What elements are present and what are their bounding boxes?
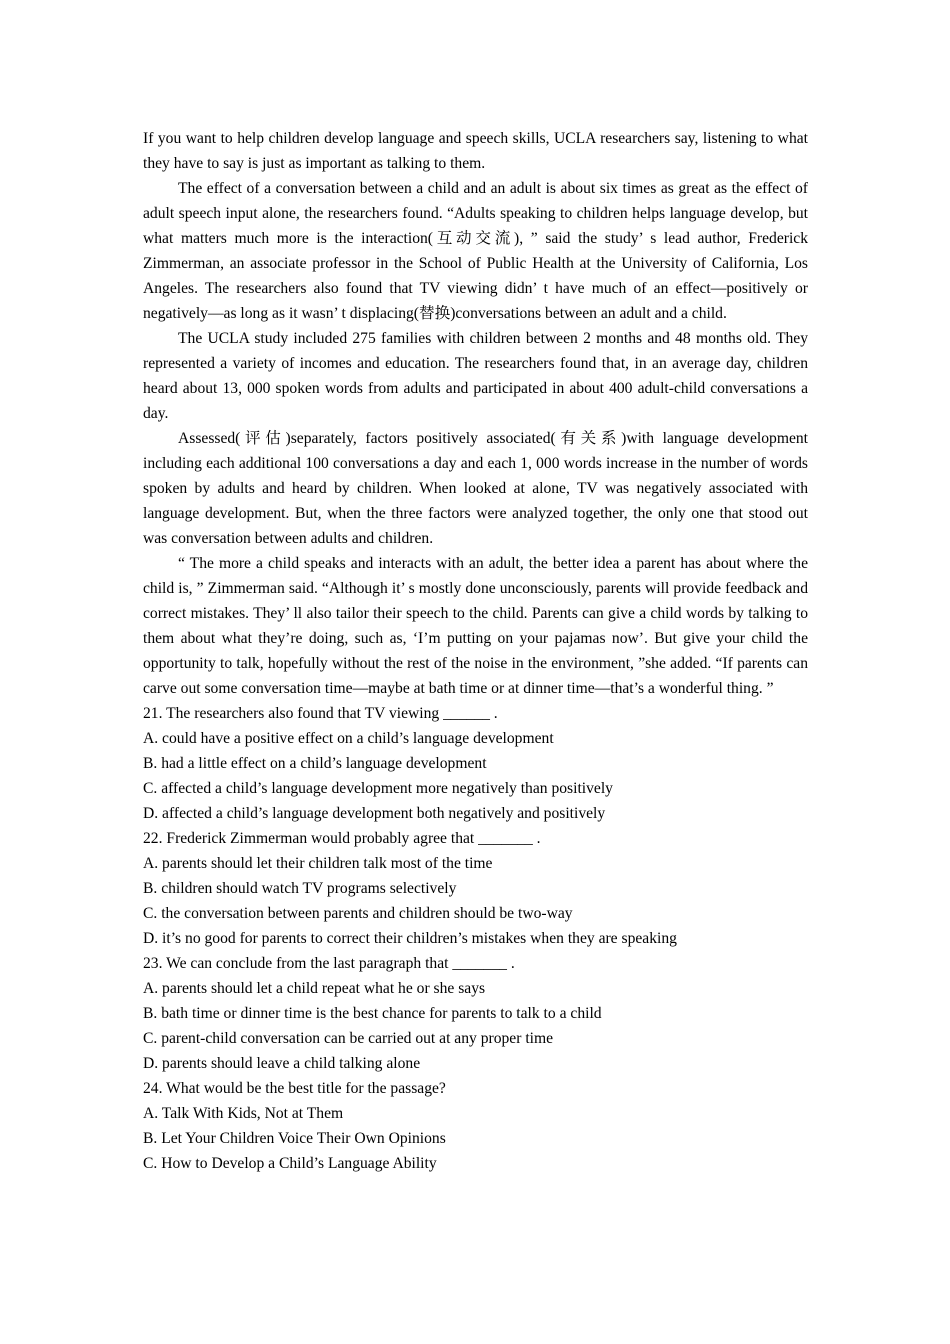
question-22-option-c[interactable]: C. the conversation between parents and children should be two-way: [143, 905, 573, 922]
passage-paragraph-3: The UCLA study included 275 families with children between 2 months and 48 months old. They represented a variety of incomes and education. The researchers found that, in an average day, children heard about 13, 000 spoken words from adults and participated in about 400 adult-child conversations a day.: [143, 330, 808, 422]
question-23-option-d[interactable]: D. parents should leave a child talking alone: [143, 1055, 421, 1072]
question-24-option-b[interactable]: B. Let Your Children Voice Their Own Opinions: [143, 1130, 446, 1147]
passage-paragraph-2: The effect of a conversation between a child and an adult is about six times as great as the effect of adult speech input alone, the researchers found. “Adults speaking to children helps language develop, but what matters much more is the interaction(互动交流), ” said the study’ s lead author, Frederick Zimmerman, an associate professor in the School of Public Health at the University of California, Los Angeles. The researchers also found that TV viewing didn’ t have much of an effect—positively or negatively—as long as it wasn’ t displacing(替换)conversations between an adult and a child.: [143, 180, 808, 322]
question-23-option-c[interactable]: C. parent-child conversation can be carried out at any proper time: [143, 1030, 554, 1047]
question-22-option-a[interactable]: A. parents should let their children talk most of the time: [143, 855, 493, 872]
question-23-option-b[interactable]: B. bath time or dinner time is the best chance for parents to talk to a child: [143, 1005, 602, 1022]
question-24-option-a[interactable]: A. Talk With Kids, Not at Them: [143, 1105, 344, 1122]
question-23-option-a[interactable]: A. parents should let a child repeat what he or she says: [143, 980, 486, 997]
question-21-stem: 21. The researchers also found that TV viewing ______ .: [143, 705, 498, 722]
passage-paragraph-4: Assessed(评估)separately, factors positively associated(有关系)with language development including each additional 100 conversations a day and each 1, 000 words increase in the number of words spoken by adults and heard by children. When looked at alone, TV was negatively associated with language development. But, when the three factors were analyzed together, the only one that stood out was conversation between adults and children.: [143, 430, 808, 547]
question-22-stem: 22. Frederick Zimmerman would probably agree that _______ .: [143, 830, 541, 847]
question-22-option-d[interactable]: D. it’s no good for parents to correct their children’s mistakes when they are speaking: [143, 930, 677, 947]
question-24-stem: 24. What would be the best title for the passage?: [143, 1080, 446, 1097]
question-24-option-c[interactable]: C. How to Develop a Child’s Language Ability: [143, 1155, 437, 1172]
question-21-option-b[interactable]: B. had a little effect on a child’s language development: [143, 755, 487, 772]
question-21-option-d[interactable]: D. affected a child’s language development both negatively and positively: [143, 805, 606, 822]
question-21-option-c[interactable]: C. affected a child’s language development more negatively than positively: [143, 780, 613, 797]
question-22-option-b[interactable]: B. children should watch TV programs selectively: [143, 880, 457, 897]
passage-paragraph-5: “ The more a child speaks and interacts with an adult, the better idea a parent has about where the child is, ” Zimmerman said. “Although it’ s mostly done unconsciously, parents will provide feedback and correct mistakes. They’ ll also tailor their speech to the child. Parents can give a child words by talking to them about what they’re doing, such as, ‘I’m putting on your pajamas now’. But give your child the opportunity to talk, hopefully without the rest of the noise in the environment, ”she added. “If parents can carve out some conversation time—maybe at bath time or at dinner time—that’s a wonderful thing. ”: [143, 555, 808, 697]
passage-paragraph-1: If you want to help children develop language and speech skills, UCLA researchers say, listening to what they have to say is just as important as talking to them.: [143, 130, 808, 172]
question-23-stem: 23. We can conclude from the last paragraph that _______ .: [143, 955, 515, 972]
document-content: [143, 126, 808, 1176]
question-21-option-a[interactable]: A. could have a positive effect on a child’s language development: [143, 730, 554, 747]
